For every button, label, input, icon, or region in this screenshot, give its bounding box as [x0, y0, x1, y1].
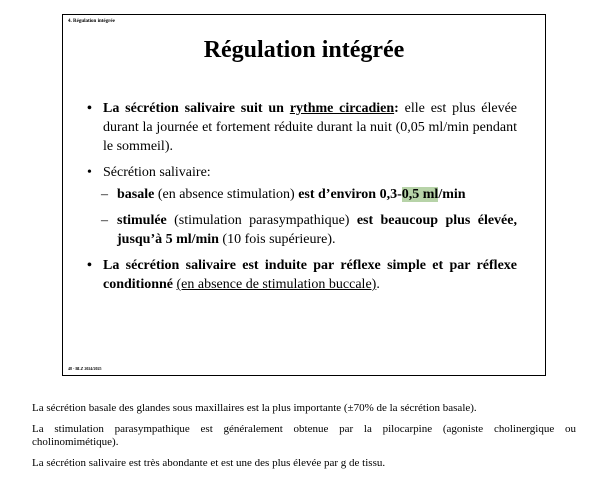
bold-tail: est d’environ 0,3-: [298, 187, 402, 202]
bullet-marker: •: [87, 258, 92, 273]
bold-tail: est beaucoup plus élevée, jusqu’à 5 ml/min: [117, 213, 517, 247]
paren-text: (stimulation parasympathique): [166, 213, 357, 228]
underlined-text: (en absence de stimulation buccale): [176, 277, 377, 292]
rest-text: (10 fois supérieure).: [218, 232, 336, 247]
bullet-text: Sécrétion salivaire:: [103, 165, 211, 180]
circadian-term: rythme circadien: [289, 101, 395, 116]
slide-title: Régulation intégrée: [203, 37, 405, 63]
unit: /min: [438, 187, 466, 202]
paren-text: (en absence stimulation): [154, 187, 299, 202]
bullet-rest: elle est plus élevée durant la journée et fortement réduite durant la nuit (0,05 ml/min pendant le sommeil).: [103, 101, 517, 154]
bullet-secretion: [87, 163, 517, 182]
sub-bullet-stimulee: [87, 211, 517, 249]
bullet-marker: •: [87, 101, 92, 116]
bullet-reflexe: [87, 256, 517, 294]
bold-text: La sécrétion salivaire est induite par réflexe simple et par réflexe conditionné: [103, 258, 517, 292]
term-stimulee: stimulée: [117, 213, 167, 228]
highlighted-value: 0,5 ml: [401, 187, 439, 202]
note-3: La sécrétion salivaire est très abondante et est une des plus élevée par g de tissu.: [32, 457, 386, 469]
dash-marker: –: [101, 213, 108, 228]
slide-footer: 48 - BLZ 2024/2025: [68, 366, 102, 371]
slide-content: [87, 99, 517, 301]
speaker-notes: [32, 402, 576, 478]
section-label: 4. Régulation intégrée: [68, 19, 115, 24]
dash-marker: –: [101, 187, 108, 202]
note-2: La stimulation parasympathique est généralement obtenue par la pilocarpine (agoniste cholinergique ou cholinomimétique).: [32, 423, 576, 448]
bullet-circadian: [87, 99, 517, 156]
term-basale: basale: [117, 187, 155, 202]
slide: [62, 14, 546, 376]
bullet-marker: •: [87, 165, 92, 180]
end-period: .: [376, 277, 380, 292]
note-1: La sécrétion basale des glandes sous maxillaires est la plus importante (±70% de la sécrétion basale).: [32, 402, 477, 414]
sub-bullet-basale: [87, 185, 517, 204]
colon: :: [394, 101, 399, 116]
bullet-lead: La sécrétion salivaire suit un: [103, 101, 290, 116]
